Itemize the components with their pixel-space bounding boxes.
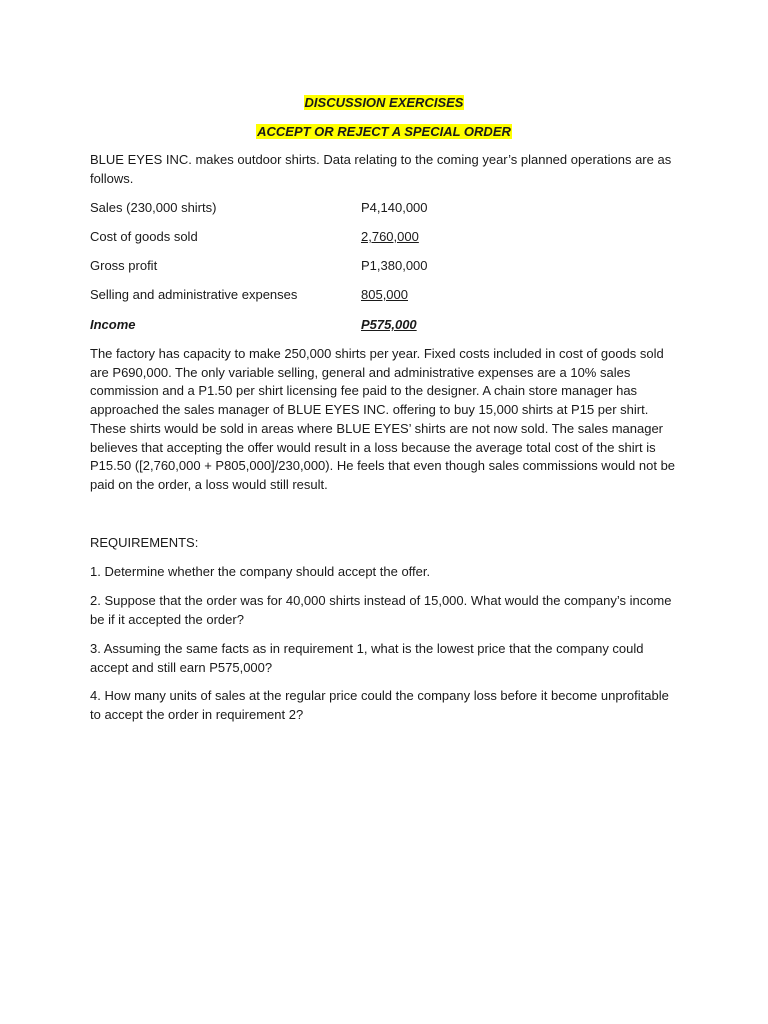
statement-value: P1,380,000 [361,258,428,273]
statement-label: Gross profit [90,258,158,273]
intro-paragraph: BLUE EYES INC. makes outdoor shirts. Data relating to the coming year’s planned operations are as follows. [90,152,672,186]
statement-row-sga [90,286,682,304]
statement-row-cogs [90,228,682,246]
document-subtitle: ACCEPT OR REJECT A SPECIAL ORDER [257,124,511,139]
requirement-item: 1. Determine whether the company should accept the offer. [90,564,431,579]
statement-label: Selling and administrative expenses [90,287,298,302]
requirement-item: 4. How many units of sales at the regular price could the company loss before it become unprofitable to accept the order in requirement 2? [90,688,669,722]
requirement-item: 3. Assuming the same facts as in requirement 1, what is the lowest price that the company could accept and still earn P575,000? [90,641,644,675]
requirements-heading: REQUIREMENTS: [90,535,199,550]
statement-row-income [90,316,682,334]
statement-value: 2,760,000 [361,229,419,244]
body-paragraph: The factory has capacity to make 250,000 shirts per year. Fixed costs included in cost of goods sold are P690,000. The only variable selling, general and administrative expenses are a 10% sales commission and a P1.50 per shirt licensing fee paid to the designer. A chain store manager has approached the sales manager of BLUE EYES INC. offering to buy 15,000 shirts at P15 per shirt. These shirts would be sold in areas where BLUE EYES’ shirts are not now sold. The sales manager believes that accepting the offer would result in a loss because the average total cost of the shirt is P15.50 ([2,760,000 + P805,000]/230,000). He feels that even though sales commissions would not be paid on the order, a loss would still result. [90,346,676,492]
statement-value: P4,140,000 [361,200,428,215]
statement-label: Sales (230,000 shirts) [90,200,217,215]
statement-value: P575,000 [361,317,417,332]
statement-label: Cost of goods sold [90,229,198,244]
document-title: DISCUSSION EXERCISES [304,95,464,110]
statement-value: 805,000 [361,287,408,302]
requirement-item: 2. Suppose that the order was for 40,000 shirts instead of 15,000. What would the company’s income be if it accepted the order? [90,593,672,627]
statement-row-gross-profit [90,257,682,275]
statement-row-sales [90,199,682,217]
statement-label: Income [90,317,136,332]
